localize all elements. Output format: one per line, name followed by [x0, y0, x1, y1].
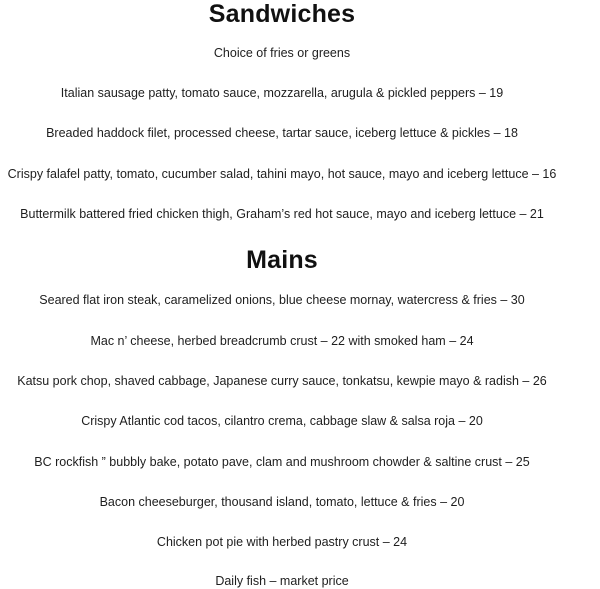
main-item: Chicken pot pie with herbed pastry crust – 24: [156, 535, 408, 549]
main-item: Mac n’ cheese, herbed breadcrumb crust – 22 with smoked ham – 24: [90, 334, 474, 348]
main-item: BC rockfish ” bubbly bake, potato pave, clam and mushroom chowder & saltine crust – 25: [34, 455, 530, 469]
sandwich-item: Buttermilk battered fried chicken thigh, Graham’s red hot sauce, mayo and iceberg lettuce – 21: [20, 207, 544, 221]
main-item: Bacon cheeseburger, thousand island, tomato, lettuce & fries – 20: [99, 495, 465, 509]
sandwiches-heading: Sandwiches: [208, 0, 356, 28]
sandwiches-note: Choice of fries or greens: [213, 46, 351, 60]
main-item: Seared flat iron steak, caramelized onions, blue cheese mornay, watercress & fries – 30: [39, 293, 525, 307]
main-item: Crispy Atlantic cod tacos, cilantro crema, cabbage slaw & salsa roja – 20: [81, 414, 483, 428]
sandwich-item: Crispy falafel patty, tomato, cucumber salad, tahini mayo, hot sauce, mayo and iceberg lettuce – 16: [7, 167, 557, 181]
main-item: Daily fish – market price: [215, 574, 349, 588]
mains-heading: Mains: [246, 246, 318, 274]
sandwich-item: Breaded haddock filet, processed cheese, tartar sauce, iceberg lettuce & pickles – 18: [46, 126, 518, 140]
sandwich-item: Italian sausage patty, tomato sauce, mozzarella, arugula & pickled peppers – 19: [60, 86, 504, 100]
main-item: Katsu pork chop, shaved cabbage, Japanese curry sauce, tonkatsu, kewpie mayo & radish – 26: [17, 374, 547, 388]
